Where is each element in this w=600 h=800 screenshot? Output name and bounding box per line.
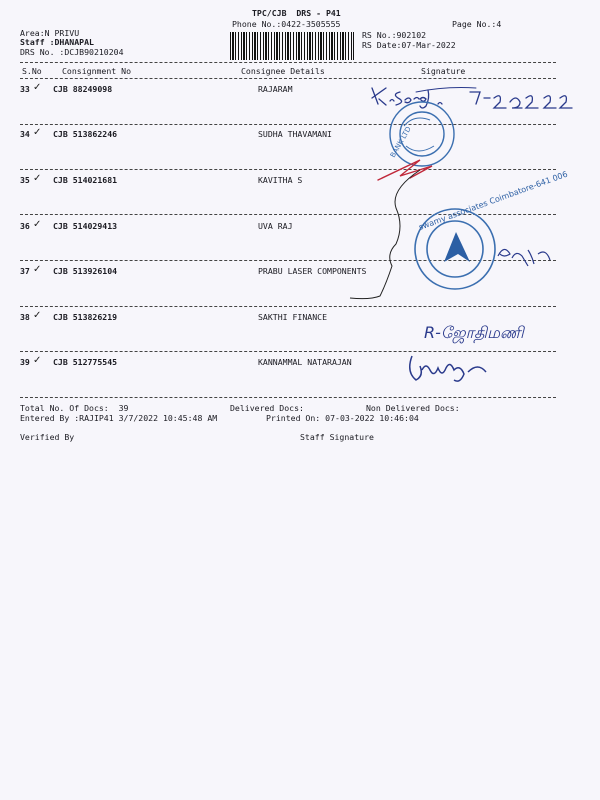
total-docs: Total No. Of Docs: 39 xyxy=(20,403,129,413)
row-consignment: CJB 513862246 xyxy=(53,129,118,139)
check-mark-icon: ✓ xyxy=(33,355,42,366)
check-mark-icon: ✓ xyxy=(33,264,42,275)
page-number: Page No.:4 xyxy=(452,19,502,29)
row-sno: 35 xyxy=(20,175,30,185)
rs-date: RS Date:07-Mar-2022 xyxy=(362,40,456,50)
col-consignment: Consignment No xyxy=(62,66,132,76)
check-mark-icon: ✓ xyxy=(33,219,42,230)
check-mark-icon: ✓ xyxy=(33,173,42,184)
row-consignment: CJB 513826219 xyxy=(53,312,118,322)
verified-by: Verified By xyxy=(20,432,75,442)
red-scribble-mark xyxy=(378,160,432,180)
row-sno: 39 xyxy=(20,357,30,367)
pen-stroke xyxy=(350,170,420,299)
row-consignment: CJB 88249098 xyxy=(53,84,113,94)
entered-by: Entered By :RAJIP41 3/7/2022 10:45:48 AM xyxy=(20,413,218,423)
swamy-stamp-text: swamy associates Coimbatore-641 006 xyxy=(417,169,569,232)
row-sno: 33 xyxy=(20,84,30,94)
row-consignee: KAVITHA S xyxy=(258,175,303,185)
row-consignee: SUDHA THAVAMANI xyxy=(258,129,332,139)
row-consignee: PRABU LASER COMPONENTS xyxy=(258,266,367,276)
row-sno: 36 xyxy=(20,221,30,231)
document-title: TPC/CJB DRS - P41 xyxy=(252,8,341,18)
signature-row33 xyxy=(372,88,572,109)
row-consignment: CJB 512775545 xyxy=(53,357,118,367)
bank-stamp xyxy=(390,102,454,166)
delivered-docs: Delivered Docs: xyxy=(230,403,304,413)
area-label: Area:N PRIVU xyxy=(20,28,80,38)
bank-stamp-text: BANK LTD xyxy=(388,125,413,159)
row-consignee: RAJARAM xyxy=(258,84,293,94)
col-sno: S.No xyxy=(22,66,42,76)
staff-signature: Staff Signature xyxy=(300,432,374,442)
row-consignee: KANNAMMAL NATARAJAN xyxy=(258,357,352,367)
check-mark-icon: ✓ xyxy=(33,310,42,321)
signature-row38: R-ஜோதிமணி xyxy=(424,323,524,342)
row-consignment: CJB 514029413 xyxy=(53,221,118,231)
rs-number: RS No.:902102 xyxy=(362,30,427,40)
drs-number: DRS No. :DCJB90210204 xyxy=(20,47,124,57)
non-delivered-docs: Non Delivered Docs: xyxy=(366,403,460,413)
check-mark-icon: ✓ xyxy=(33,82,42,93)
row-sno: 34 xyxy=(20,129,30,139)
col-consignee: Consignee Details xyxy=(241,66,325,76)
staff-label: Staff :DHANAPAL xyxy=(20,37,94,47)
row-consignment: CJB 513926104 xyxy=(53,266,118,276)
signature-row37 xyxy=(498,249,550,266)
row-sno: 38 xyxy=(20,312,30,322)
row-sno: 37 xyxy=(20,266,30,276)
row-consignment: CJB 514021681 xyxy=(53,175,118,185)
check-mark-icon: ✓ xyxy=(33,127,42,138)
signature-row39 xyxy=(410,356,486,381)
printed-on: Printed On: 07-03-2022 10:46:04 xyxy=(266,413,419,423)
row-consignee: SAKTHI FINANCE xyxy=(258,312,328,322)
phone-number: Phone No.:0422-3505555 xyxy=(232,19,341,29)
col-signature: Signature xyxy=(421,66,466,76)
row-consignee: UVA RAJ xyxy=(258,221,293,231)
